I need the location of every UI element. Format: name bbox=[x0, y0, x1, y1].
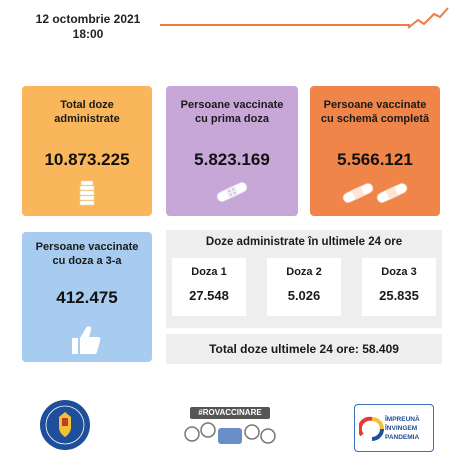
vial-icon bbox=[78, 180, 96, 206]
card-total-doze bbox=[22, 86, 152, 216]
hashtag-label: #ROVACCINARE bbox=[190, 407, 270, 419]
card-value: 5.566.121 bbox=[337, 150, 413, 169]
last-24h-title: Doze administrate în ultimele 24 ore bbox=[205, 236, 403, 248]
card-prima-doza bbox=[166, 86, 298, 216]
card-value: 10.873.225 bbox=[44, 150, 130, 169]
dose-value: 25.835 bbox=[379, 288, 419, 303]
card-value: 412.475 bbox=[56, 288, 118, 307]
card-value: 5.823.169 bbox=[194, 150, 270, 169]
card-title: Persoane vaccinate cu schemă completă bbox=[320, 99, 430, 125]
impreuna-logo bbox=[354, 404, 434, 452]
dose-box-1 bbox=[172, 258, 246, 316]
dose-box-3 bbox=[362, 258, 436, 316]
total-24h: Total doze ultimele 24 ore: 58.409 bbox=[166, 334, 442, 364]
vaccination-icons-logo bbox=[180, 420, 280, 450]
dose-label: Doza 1 bbox=[191, 266, 227, 278]
header-bar bbox=[0, 0, 460, 44]
card-title: Total doze administrate bbox=[54, 99, 120, 125]
card-doza-3 bbox=[22, 232, 152, 362]
report-time: 18:00 bbox=[72, 27, 104, 41]
header-divider bbox=[160, 24, 410, 26]
thumbs-up-icon bbox=[68, 324, 104, 356]
trend-up-icon bbox=[406, 6, 450, 30]
card-schema-completa bbox=[310, 86, 440, 216]
dose-label: Doza 2 bbox=[286, 266, 322, 278]
government-seal-logo bbox=[38, 398, 92, 452]
dose-value: 27.548 bbox=[189, 288, 229, 303]
last-24h-panel bbox=[166, 230, 442, 328]
dose-label: Doza 3 bbox=[381, 266, 417, 278]
bandage-icon bbox=[214, 180, 250, 204]
dose-box-2 bbox=[267, 258, 341, 316]
dose-value: 5.026 bbox=[287, 288, 321, 303]
impreuna-text: ÎMPREUNĂ ÎNVINGEM PANDEMIA bbox=[385, 416, 420, 441]
cncav-logo-icon bbox=[359, 415, 385, 441]
date-time bbox=[28, 12, 148, 42]
card-title: Persoane vaccinate cu doza a 3-a bbox=[35, 241, 139, 267]
bandages-icon bbox=[340, 180, 412, 206]
report-date: 12 octombrie 2021 bbox=[35, 12, 141, 26]
card-title: Persoane vaccinate cu prima doza bbox=[180, 99, 284, 125]
